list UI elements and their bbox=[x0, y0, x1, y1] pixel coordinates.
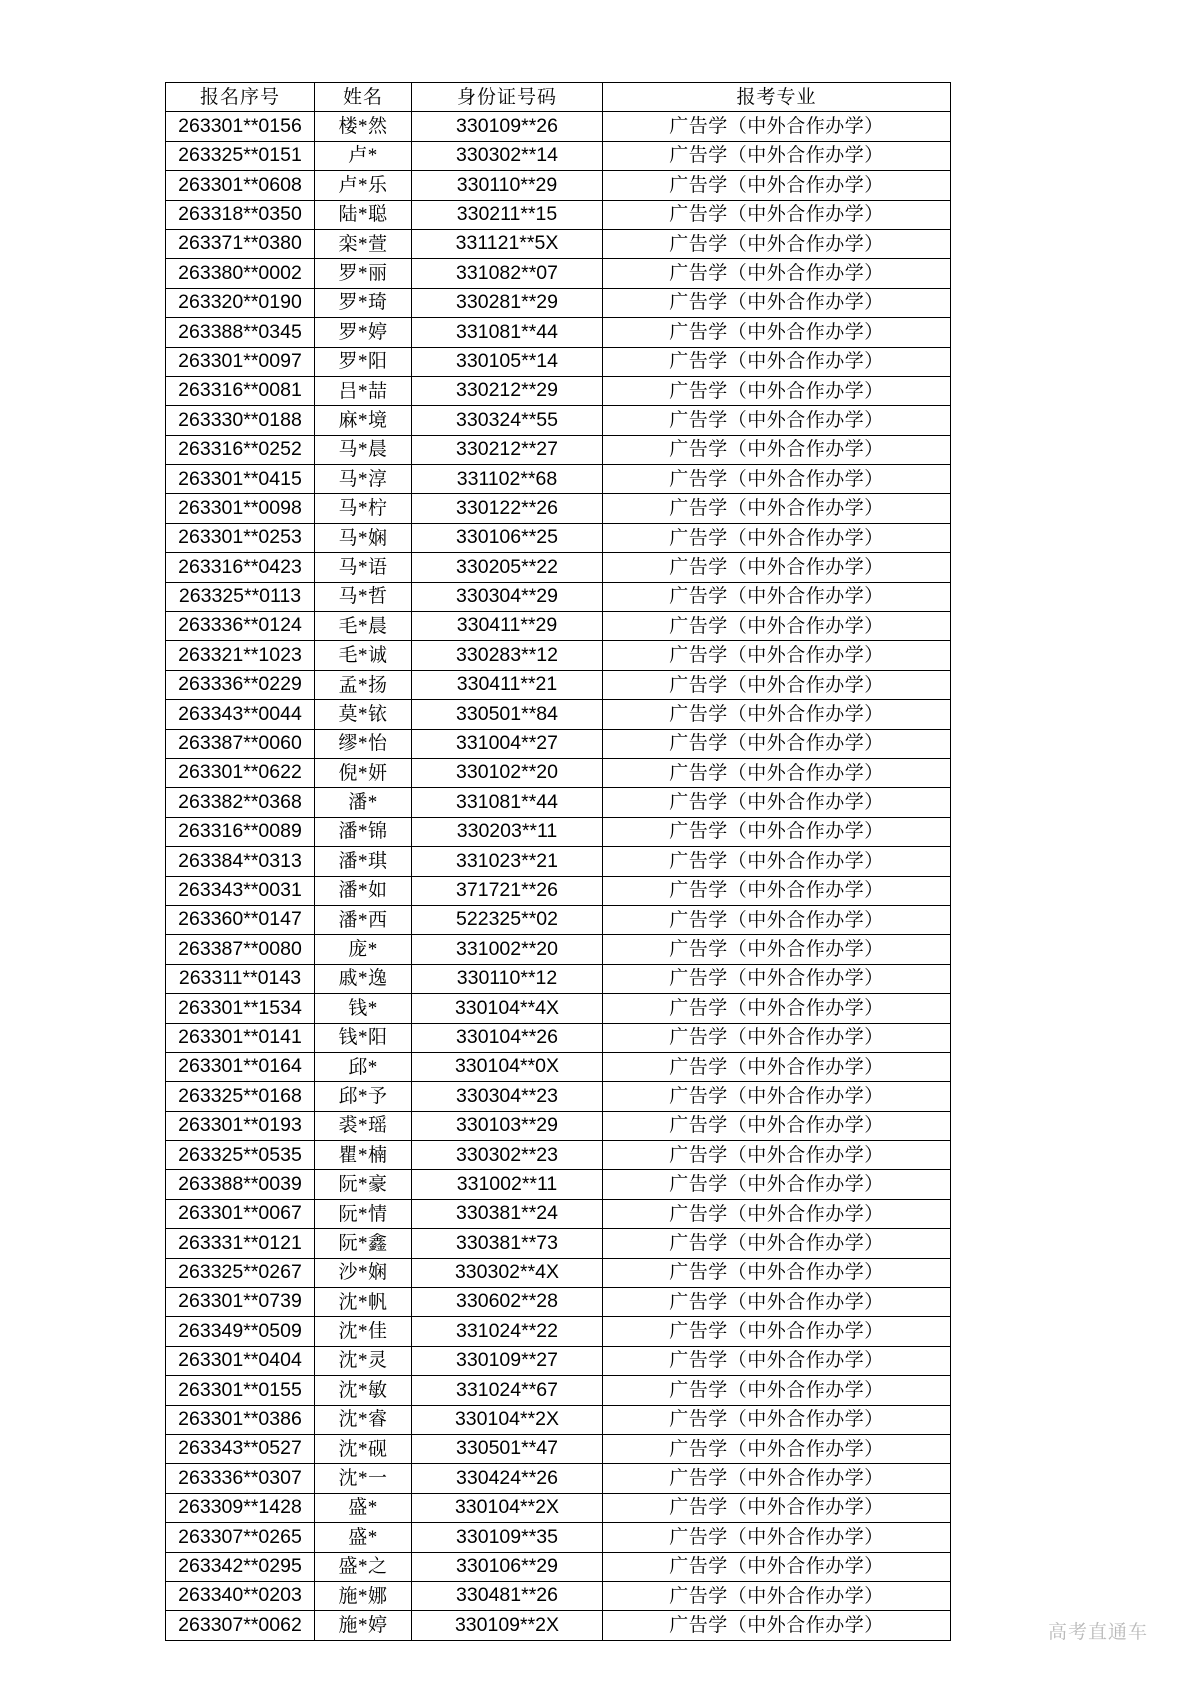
cell-applied-major: 广告学（中外合作办学） bbox=[603, 1346, 951, 1375]
cell-candidate-name: 毛*晨 bbox=[315, 612, 412, 641]
cell-id-number: 330281**29 bbox=[412, 288, 603, 317]
cell-candidate-name: 沈*一 bbox=[315, 1464, 412, 1493]
cell-applied-major: 广告学（中外合作办学） bbox=[603, 582, 951, 611]
table-row bbox=[166, 1199, 951, 1228]
cell-registration-number: 263325**0535 bbox=[166, 1141, 315, 1170]
table-row bbox=[166, 318, 951, 347]
cell-id-number: 330109**35 bbox=[412, 1523, 603, 1552]
cell-registration-number: 263318**0350 bbox=[166, 200, 315, 229]
table-row bbox=[166, 171, 951, 200]
table-row bbox=[166, 1082, 951, 1111]
cell-candidate-name: 盛* bbox=[315, 1493, 412, 1522]
cell-registration-number: 263301**0156 bbox=[166, 112, 315, 141]
cell-registration-number: 263331**0121 bbox=[166, 1229, 315, 1258]
table-row bbox=[166, 1376, 951, 1405]
cell-registration-number: 263325**0151 bbox=[166, 141, 315, 170]
cell-applied-major: 广告学（中外合作办学） bbox=[603, 171, 951, 200]
cell-id-number: 330211**15 bbox=[412, 200, 603, 229]
cell-applied-major: 广告学（中外合作办学） bbox=[603, 200, 951, 229]
cell-id-number: 330381**24 bbox=[412, 1199, 603, 1228]
cell-applied-major: 广告学（中外合作办学） bbox=[603, 1317, 951, 1346]
cell-registration-number: 263301**0098 bbox=[166, 494, 315, 523]
cell-id-number: 330106**29 bbox=[412, 1552, 603, 1581]
cell-id-number: 330212**29 bbox=[412, 376, 603, 405]
cell-applied-major: 广告学（中外合作办学） bbox=[603, 670, 951, 699]
cell-applied-major: 广告学（中外合作办学） bbox=[603, 406, 951, 435]
cell-applied-major: 广告学（中外合作办学） bbox=[603, 288, 951, 317]
cell-registration-number: 263301**0415 bbox=[166, 465, 315, 494]
cell-registration-number: 263343**0031 bbox=[166, 876, 315, 905]
cell-applied-major: 广告学（中外合作办学） bbox=[603, 1023, 951, 1052]
cell-id-number: 330110**29 bbox=[412, 171, 603, 200]
cell-id-number: 330411**29 bbox=[412, 612, 603, 641]
table-row bbox=[166, 964, 951, 993]
cell-candidate-name: 栾*萱 bbox=[315, 229, 412, 258]
table-row bbox=[166, 1493, 951, 1522]
table-row bbox=[166, 641, 951, 670]
cell-registration-number: 263384**0313 bbox=[166, 847, 315, 876]
cell-candidate-name: 潘*如 bbox=[315, 876, 412, 905]
cell-candidate-name: 潘*锦 bbox=[315, 817, 412, 846]
cell-registration-number: 263320**0190 bbox=[166, 288, 315, 317]
cell-applied-major: 广告学（中外合作办学） bbox=[603, 817, 951, 846]
cell-registration-number: 263382**0368 bbox=[166, 788, 315, 817]
cell-applied-major: 广告学（中外合作办学） bbox=[603, 376, 951, 405]
cell-id-number: 330283**12 bbox=[412, 641, 603, 670]
cell-candidate-name: 马*柠 bbox=[315, 494, 412, 523]
cell-applied-major: 广告学（中外合作办学） bbox=[603, 1405, 951, 1434]
table-row bbox=[166, 1552, 951, 1581]
table-row bbox=[166, 847, 951, 876]
table-row bbox=[166, 729, 951, 758]
cell-registration-number: 263330**0188 bbox=[166, 406, 315, 435]
column-header-seq: 报名序号 bbox=[166, 83, 315, 112]
cell-id-number: 330103**29 bbox=[412, 1111, 603, 1140]
cell-id-number: 331082**07 bbox=[412, 259, 603, 288]
table-row bbox=[166, 259, 951, 288]
cell-id-number: 330324**55 bbox=[412, 406, 603, 435]
table-row bbox=[166, 141, 951, 170]
cell-registration-number: 263301**0608 bbox=[166, 171, 315, 200]
cell-registration-number: 263340**0203 bbox=[166, 1581, 315, 1610]
cell-applied-major: 广告学（中外合作办学） bbox=[603, 1552, 951, 1581]
cell-registration-number: 263301**0155 bbox=[166, 1376, 315, 1405]
table-row bbox=[166, 905, 951, 934]
cell-candidate-name: 沙*娴 bbox=[315, 1258, 412, 1287]
cell-candidate-name: 施*娜 bbox=[315, 1581, 412, 1610]
cell-id-number: 331002**20 bbox=[412, 935, 603, 964]
cell-registration-number: 263325**0113 bbox=[166, 582, 315, 611]
cell-applied-major: 广告学（中外合作办学） bbox=[603, 847, 951, 876]
cell-id-number: 330104**2X bbox=[412, 1493, 603, 1522]
cell-registration-number: 263360**0147 bbox=[166, 905, 315, 934]
cell-candidate-name: 吕*喆 bbox=[315, 376, 412, 405]
cell-candidate-name: 罗*琦 bbox=[315, 288, 412, 317]
cell-candidate-name: 阮*情 bbox=[315, 1199, 412, 1228]
cell-candidate-name: 沈*敏 bbox=[315, 1376, 412, 1405]
cell-candidate-name: 马*语 bbox=[315, 553, 412, 582]
cell-registration-number: 263301**0141 bbox=[166, 1023, 315, 1052]
cell-candidate-name: 马*娴 bbox=[315, 523, 412, 552]
cell-applied-major: 广告学（中外合作办学） bbox=[603, 1581, 951, 1610]
cell-registration-number: 263342**0295 bbox=[166, 1552, 315, 1581]
table-row bbox=[166, 553, 951, 582]
cell-candidate-name: 沈*佳 bbox=[315, 1317, 412, 1346]
cell-id-number: 330109**27 bbox=[412, 1346, 603, 1375]
cell-id-number: 330302**4X bbox=[412, 1258, 603, 1287]
cell-id-number: 331002**11 bbox=[412, 1170, 603, 1199]
cell-applied-major: 广告学（中外合作办学） bbox=[603, 700, 951, 729]
cell-applied-major: 广告学（中外合作办学） bbox=[603, 788, 951, 817]
cell-candidate-name: 罗*婷 bbox=[315, 318, 412, 347]
cell-id-number: 331024**67 bbox=[412, 1376, 603, 1405]
cell-id-number: 330381**73 bbox=[412, 1229, 603, 1258]
cell-applied-major: 广告学（中外合作办学） bbox=[603, 729, 951, 758]
cell-candidate-name: 裘*瑶 bbox=[315, 1111, 412, 1140]
table-row bbox=[166, 288, 951, 317]
cell-candidate-name: 阮*豪 bbox=[315, 1170, 412, 1199]
cell-registration-number: 263301**0622 bbox=[166, 758, 315, 787]
table-row bbox=[166, 200, 951, 229]
cell-applied-major: 广告学（中外合作办学） bbox=[603, 964, 951, 993]
cell-applied-major: 广告学（中外合作办学） bbox=[603, 465, 951, 494]
cell-applied-major: 广告学（中外合作办学） bbox=[603, 494, 951, 523]
cell-id-number: 330302**14 bbox=[412, 141, 603, 170]
cell-registration-number: 263316**0081 bbox=[166, 376, 315, 405]
cell-applied-major: 广告学（中外合作办学） bbox=[603, 1111, 951, 1140]
cell-candidate-name: 潘* bbox=[315, 788, 412, 817]
registration-table-container bbox=[165, 82, 950, 1641]
cell-registration-number: 263387**0060 bbox=[166, 729, 315, 758]
cell-id-number: 330501**84 bbox=[412, 700, 603, 729]
table-row bbox=[166, 758, 951, 787]
cell-id-number: 331081**44 bbox=[412, 788, 603, 817]
cell-applied-major: 广告学（中外合作办学） bbox=[603, 1376, 951, 1405]
cell-applied-major: 广告学（中外合作办学） bbox=[603, 1523, 951, 1552]
cell-candidate-name: 施*婷 bbox=[315, 1611, 412, 1640]
table-row bbox=[166, 347, 951, 376]
table-row bbox=[166, 1346, 951, 1375]
cell-registration-number: 263301**0097 bbox=[166, 347, 315, 376]
table-row bbox=[166, 935, 951, 964]
cell-applied-major: 广告学（中外合作办学） bbox=[603, 1170, 951, 1199]
cell-id-number: 330411**21 bbox=[412, 670, 603, 699]
cell-id-number: 331004**27 bbox=[412, 729, 603, 758]
cell-candidate-name: 沈*睿 bbox=[315, 1405, 412, 1434]
cell-applied-major: 广告学（中外合作办学） bbox=[603, 229, 951, 258]
cell-candidate-name: 马*晨 bbox=[315, 435, 412, 464]
cell-id-number: 330212**27 bbox=[412, 435, 603, 464]
table-row bbox=[166, 612, 951, 641]
cell-id-number: 331121**5X bbox=[412, 229, 603, 258]
cell-applied-major: 广告学（中外合作办学） bbox=[603, 935, 951, 964]
cell-candidate-name: 盛* bbox=[315, 1523, 412, 1552]
cell-applied-major: 广告学（中外合作办学） bbox=[603, 1052, 951, 1081]
cell-candidate-name: 马*哲 bbox=[315, 582, 412, 611]
cell-id-number: 330501**47 bbox=[412, 1434, 603, 1463]
table-row bbox=[166, 1317, 951, 1346]
cell-candidate-name: 孟*扬 bbox=[315, 670, 412, 699]
cell-registration-number: 263349**0509 bbox=[166, 1317, 315, 1346]
cell-id-number: 522325**02 bbox=[412, 905, 603, 934]
cell-registration-number: 263325**0168 bbox=[166, 1082, 315, 1111]
cell-applied-major: 广告学（中外合作办学） bbox=[603, 1611, 951, 1640]
table-row bbox=[166, 1170, 951, 1199]
cell-id-number: 330109**2X bbox=[412, 1611, 603, 1640]
cell-applied-major: 广告学（中外合作办学） bbox=[603, 523, 951, 552]
cell-candidate-name: 陆*聪 bbox=[315, 200, 412, 229]
cell-id-number: 330106**25 bbox=[412, 523, 603, 552]
cell-id-number: 331024**22 bbox=[412, 1317, 603, 1346]
cell-id-number: 330302**23 bbox=[412, 1141, 603, 1170]
cell-registration-number: 263336**0307 bbox=[166, 1464, 315, 1493]
table-row bbox=[166, 229, 951, 258]
cell-candidate-name: 钱* bbox=[315, 994, 412, 1023]
cell-registration-number: 263301**1534 bbox=[166, 994, 315, 1023]
cell-id-number: 330602**28 bbox=[412, 1288, 603, 1317]
registration-table bbox=[165, 82, 951, 1641]
table-row bbox=[166, 582, 951, 611]
cell-id-number: 330205**22 bbox=[412, 553, 603, 582]
column-header-name: 姓名 bbox=[315, 83, 412, 112]
cell-applied-major: 广告学（中外合作办学） bbox=[603, 318, 951, 347]
cell-registration-number: 263301**0193 bbox=[166, 1111, 315, 1140]
cell-id-number: 330104**4X bbox=[412, 994, 603, 1023]
cell-id-number: 330203**11 bbox=[412, 817, 603, 846]
cell-registration-number: 263301**0067 bbox=[166, 1199, 315, 1228]
cell-id-number: 330304**23 bbox=[412, 1082, 603, 1111]
table-row bbox=[166, 1111, 951, 1140]
table-row bbox=[166, 465, 951, 494]
cell-registration-number: 263316**0252 bbox=[166, 435, 315, 464]
cell-candidate-name: 莫*铱 bbox=[315, 700, 412, 729]
cell-candidate-name: 麻*境 bbox=[315, 406, 412, 435]
table-row bbox=[166, 1611, 951, 1640]
cell-id-number: 330104**0X bbox=[412, 1052, 603, 1081]
table-row bbox=[166, 494, 951, 523]
table-row bbox=[166, 406, 951, 435]
column-header-id: 身份证号码 bbox=[412, 83, 603, 112]
table-row bbox=[166, 1581, 951, 1610]
cell-candidate-name: 邱* bbox=[315, 1052, 412, 1081]
cell-applied-major: 广告学（中外合作办学） bbox=[603, 758, 951, 787]
cell-id-number: 331102**68 bbox=[412, 465, 603, 494]
table-header bbox=[166, 83, 951, 112]
cell-candidate-name: 庞* bbox=[315, 935, 412, 964]
table-row bbox=[166, 1434, 951, 1463]
cell-registration-number: 263301**0164 bbox=[166, 1052, 315, 1081]
cell-registration-number: 263325**0267 bbox=[166, 1258, 315, 1287]
cell-registration-number: 263387**0080 bbox=[166, 935, 315, 964]
cell-applied-major: 广告学（中外合作办学） bbox=[603, 112, 951, 141]
cell-applied-major: 广告学（中外合作办学） bbox=[603, 141, 951, 170]
cell-candidate-name: 盛*之 bbox=[315, 1552, 412, 1581]
table-row bbox=[166, 1288, 951, 1317]
cell-registration-number: 263307**0062 bbox=[166, 1611, 315, 1640]
cell-registration-number: 263380**0002 bbox=[166, 259, 315, 288]
cell-applied-major: 广告学（中外合作办学） bbox=[603, 1082, 951, 1111]
cell-candidate-name: 毛*诚 bbox=[315, 641, 412, 670]
cell-applied-major: 广告学（中外合作办学） bbox=[603, 1141, 951, 1170]
table-row bbox=[166, 700, 951, 729]
table-row bbox=[166, 435, 951, 464]
cell-registration-number: 263301**0386 bbox=[166, 1405, 315, 1434]
cell-registration-number: 263307**0265 bbox=[166, 1523, 315, 1552]
cell-candidate-name: 倪*妍 bbox=[315, 758, 412, 787]
cell-registration-number: 263316**0089 bbox=[166, 817, 315, 846]
cell-registration-number: 263321**1023 bbox=[166, 641, 315, 670]
cell-registration-number: 263316**0423 bbox=[166, 553, 315, 582]
cell-applied-major: 广告学（中外合作办学） bbox=[603, 1199, 951, 1228]
cell-applied-major: 广告学（中外合作办学） bbox=[603, 994, 951, 1023]
cell-registration-number: 263388**0039 bbox=[166, 1170, 315, 1199]
cell-id-number: 330110**12 bbox=[412, 964, 603, 993]
cell-registration-number: 263301**0739 bbox=[166, 1288, 315, 1317]
table-row bbox=[166, 670, 951, 699]
cell-applied-major: 广告学（中外合作办学） bbox=[603, 1493, 951, 1522]
cell-applied-major: 广告学（中外合作办学） bbox=[603, 1434, 951, 1463]
cell-candidate-name: 沈*帆 bbox=[315, 1288, 412, 1317]
cell-applied-major: 广告学（中外合作办学） bbox=[603, 1258, 951, 1287]
cell-id-number: 330105**14 bbox=[412, 347, 603, 376]
cell-id-number: 330104**2X bbox=[412, 1405, 603, 1434]
table-header-row bbox=[166, 83, 951, 112]
cell-candidate-name: 马*淳 bbox=[315, 465, 412, 494]
cell-registration-number: 263343**0527 bbox=[166, 1434, 315, 1463]
table-row bbox=[166, 817, 951, 846]
cell-registration-number: 263301**0253 bbox=[166, 523, 315, 552]
table-body bbox=[166, 112, 951, 1640]
cell-applied-major: 广告学（中外合作办学） bbox=[603, 259, 951, 288]
table-row bbox=[166, 112, 951, 141]
cell-id-number: 331081**44 bbox=[412, 318, 603, 347]
table-row bbox=[166, 1523, 951, 1552]
cell-id-number: 330109**26 bbox=[412, 112, 603, 141]
cell-candidate-name: 潘*琪 bbox=[315, 847, 412, 876]
cell-candidate-name: 沈*砚 bbox=[315, 1434, 412, 1463]
cell-id-number: 371721**26 bbox=[412, 876, 603, 905]
table-row bbox=[166, 876, 951, 905]
column-header-major: 报考专业 bbox=[603, 83, 951, 112]
cell-candidate-name: 钱*阳 bbox=[315, 1023, 412, 1052]
cell-registration-number: 263301**0404 bbox=[166, 1346, 315, 1375]
cell-registration-number: 263311**0143 bbox=[166, 964, 315, 993]
cell-registration-number: 263336**0124 bbox=[166, 612, 315, 641]
cell-registration-number: 263336**0229 bbox=[166, 670, 315, 699]
cell-applied-major: 广告学（中外合作办学） bbox=[603, 435, 951, 464]
cell-id-number: 330481**26 bbox=[412, 1581, 603, 1610]
table-row bbox=[166, 1258, 951, 1287]
cell-applied-major: 广告学（中外合作办学） bbox=[603, 347, 951, 376]
table-row bbox=[166, 1405, 951, 1434]
cell-candidate-name: 阮*鑫 bbox=[315, 1229, 412, 1258]
cell-candidate-name: 缪*怡 bbox=[315, 729, 412, 758]
cell-applied-major: 广告学（中外合作办学） bbox=[603, 1288, 951, 1317]
cell-id-number: 330424**26 bbox=[412, 1464, 603, 1493]
cell-candidate-name: 卢* bbox=[315, 141, 412, 170]
cell-id-number: 331023**21 bbox=[412, 847, 603, 876]
table-row bbox=[166, 788, 951, 817]
cell-candidate-name: 邱*予 bbox=[315, 1082, 412, 1111]
cell-candidate-name: 戚*逸 bbox=[315, 964, 412, 993]
table-row bbox=[166, 1052, 951, 1081]
table-row bbox=[166, 1229, 951, 1258]
table-row bbox=[166, 376, 951, 405]
cell-id-number: 330304**29 bbox=[412, 582, 603, 611]
table-row bbox=[166, 523, 951, 552]
cell-id-number: 330122**26 bbox=[412, 494, 603, 523]
cell-applied-major: 广告学（中外合作办学） bbox=[603, 1464, 951, 1493]
cell-registration-number: 263388**0345 bbox=[166, 318, 315, 347]
cell-candidate-name: 卢*乐 bbox=[315, 171, 412, 200]
cell-candidate-name: 罗*丽 bbox=[315, 259, 412, 288]
cell-id-number: 330102**20 bbox=[412, 758, 603, 787]
table-row bbox=[166, 1464, 951, 1493]
cell-applied-major: 广告学（中外合作办学） bbox=[603, 905, 951, 934]
cell-id-number: 330104**26 bbox=[412, 1023, 603, 1052]
cell-candidate-name: 潘*西 bbox=[315, 905, 412, 934]
cell-applied-major: 广告学（中外合作办学） bbox=[603, 1229, 951, 1258]
cell-registration-number: 263371**0380 bbox=[166, 229, 315, 258]
table-row bbox=[166, 1023, 951, 1052]
cell-applied-major: 广告学（中外合作办学） bbox=[603, 612, 951, 641]
watermark: 高考直通车 bbox=[1047, 1622, 1148, 1643]
cell-registration-number: 263343**0044 bbox=[166, 700, 315, 729]
cell-applied-major: 广告学（中外合作办学） bbox=[603, 641, 951, 670]
cell-registration-number: 263309**1428 bbox=[166, 1493, 315, 1522]
cell-candidate-name: 楼*然 bbox=[315, 112, 412, 141]
table-row bbox=[166, 1141, 951, 1170]
cell-candidate-name: 沈*灵 bbox=[315, 1346, 412, 1375]
cell-applied-major: 广告学（中外合作办学） bbox=[603, 876, 951, 905]
table-row bbox=[166, 994, 951, 1023]
cell-candidate-name: 瞿*楠 bbox=[315, 1141, 412, 1170]
cell-candidate-name: 罗*阳 bbox=[315, 347, 412, 376]
cell-applied-major: 广告学（中外合作办学） bbox=[603, 553, 951, 582]
